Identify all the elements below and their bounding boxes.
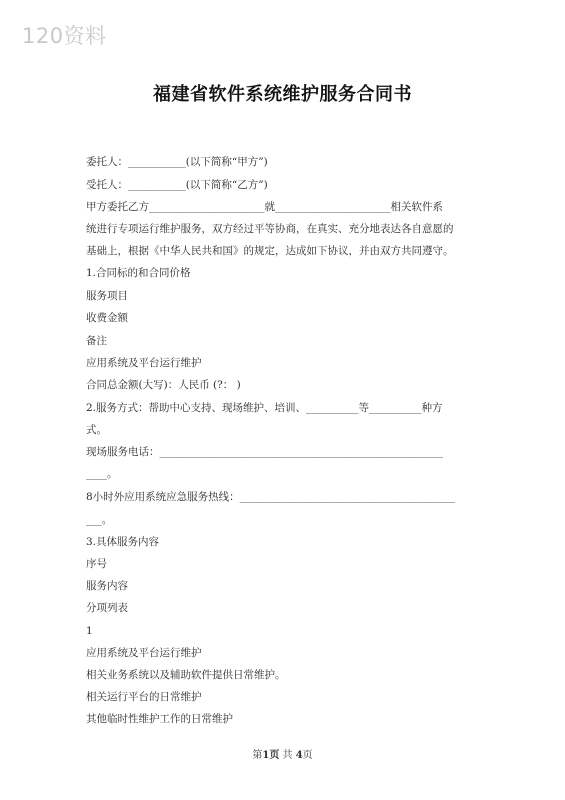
paragraph-line: 服务项目 (86, 290, 128, 302)
paragraph-line: 式。 (86, 424, 107, 436)
watermark: 120资料 (22, 24, 107, 48)
paragraph-line: ____。 (86, 468, 118, 480)
footer-page-unit: 页 (269, 750, 280, 761)
paragraph-line: 1 (86, 625, 93, 637)
paragraph-line: 委托人：___________(以下简称“甲方”) (86, 156, 268, 168)
paragraph-line: 甲方委托乙方______________________就______________________相关软件系 (86, 201, 443, 213)
section-heading: 1.合同标的和合同价格 (86, 267, 191, 279)
document-title: 福建省软件系统维护服务合同书 (153, 84, 412, 105)
paragraph-line: 受托人：___________(以下简称“乙方”) (86, 179, 268, 191)
footer-total-unit: 页 (302, 750, 313, 761)
paragraph-line: 备注 (86, 335, 107, 347)
paragraph-line: 统进行专项运行维护服务，双方经过平等协商，在真实、充分地表达各自意愿的 (86, 223, 454, 235)
paragraph-line: ___。 (86, 514, 113, 526)
paragraph-line: 服务内容 (86, 580, 128, 592)
total-page-count: 4 (295, 750, 303, 761)
paragraph-line: 合同总金额(大写)：人民币 (?： ) (86, 379, 241, 391)
paragraph-line: 现场服务电话：______________________________________________________ (86, 446, 443, 458)
paragraph-line: 分项列表 (86, 602, 128, 614)
current-page-number: 1 (262, 750, 270, 761)
paragraph-line: 相关业务系统以及辅助软件提供日常维护。 (86, 669, 286, 681)
paragraph-line: 应用系统及平台运行维护 (86, 357, 202, 369)
footer-total-prefix: 共 (282, 750, 293, 761)
paragraph-line: 序号 (86, 558, 107, 570)
section-heading: 2.服务方式：帮助中心支持、现场维护、培训、__________等__________种方 (86, 402, 443, 414)
paragraph-line: 其他临时性维护工作的日常维护 (86, 713, 233, 725)
page-footer (0, 746, 565, 761)
footer-prefix: 第 (252, 750, 263, 761)
paragraph-line: 收费金额 (86, 312, 128, 324)
paragraph-line: 基础上，根据《中华人民共和国》的规定，达成如下协议，并由双方共同遵守。 (86, 245, 454, 257)
section-heading: 3.具体服务内容 (86, 536, 160, 548)
paragraph-line: 相关运行平台的日常维护 (86, 691, 202, 703)
paragraph-line: 应用系统及平台运行维护 (86, 647, 202, 659)
paragraph-line: 8小时外应用系统应急服务热线：_________________________________________ (86, 491, 455, 503)
